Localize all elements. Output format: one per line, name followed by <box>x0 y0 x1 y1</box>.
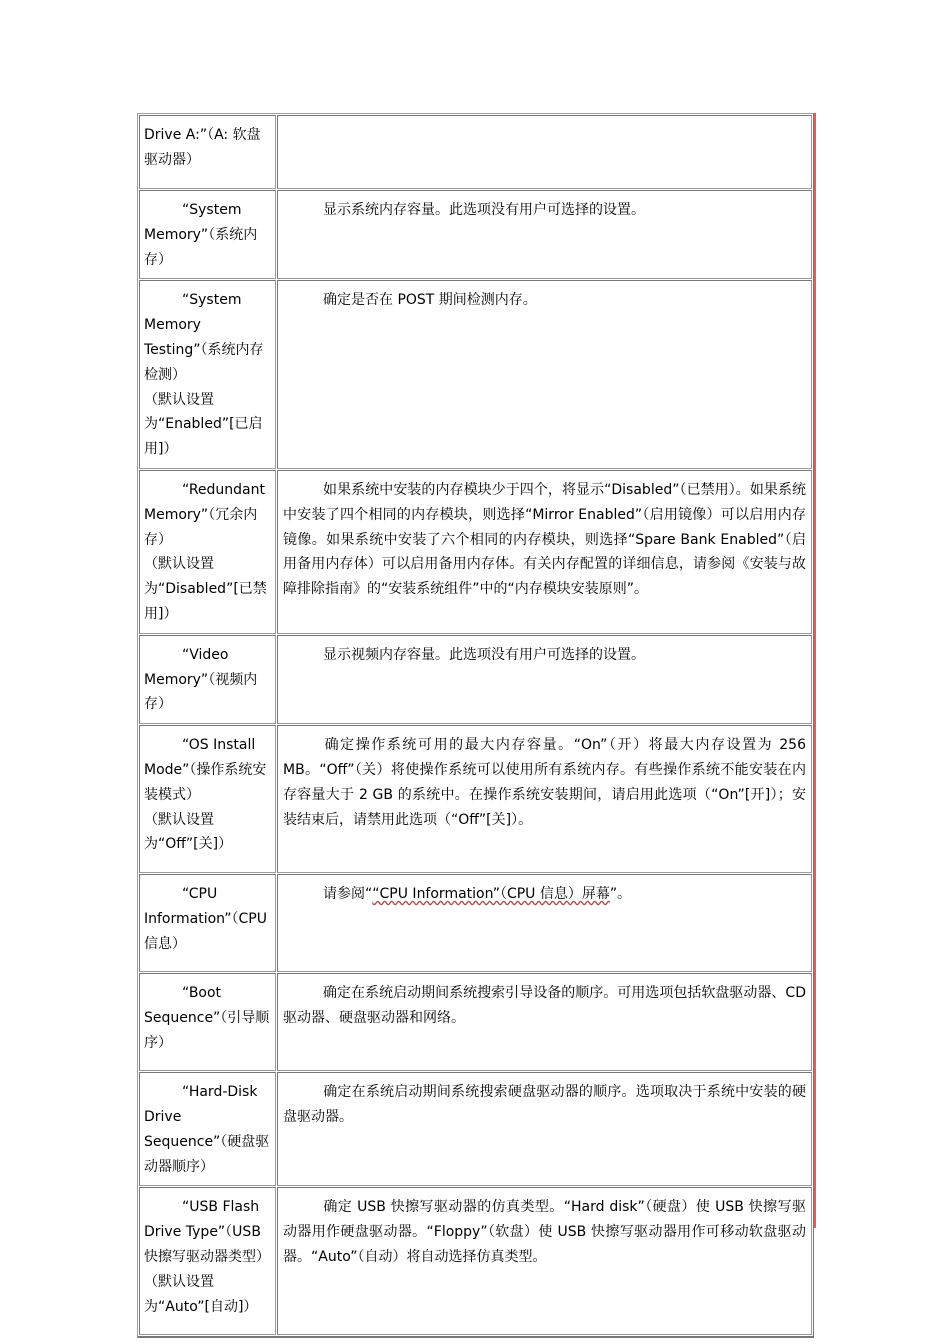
option-label <box>139 115 276 189</box>
table-row <box>139 635 812 724</box>
bios-options-table <box>137 113 814 1338</box>
label-text: Drive A:”（A: 软盘驱动器） <box>144 127 261 168</box>
option-description: 确定在系统启动期间系统搜索引导设备的顺序。可用选项包括软盘驱动器、CD 驱动器、硬盘驱动器和网络。 <box>277 973 812 1071</box>
table-row <box>139 470 812 634</box>
option-label <box>139 1187 276 1335</box>
option-label <box>139 190 276 279</box>
table-row <box>139 280 812 469</box>
label-text: “USB Flash Drive Type”（USB 快擦写驱动器类型） <box>144 1199 270 1265</box>
table-row <box>139 725 812 873</box>
label-text: “Hard-Disk Drive Sequence”（硬盘驱动器顺序） <box>144 1084 270 1175</box>
option-label <box>139 1072 276 1186</box>
option-label <box>139 470 276 634</box>
table-row <box>139 1187 812 1335</box>
option-description: 确定操作系统可用的最大内存容量。“On”（开）将最大内存设置为 256 MB。“Off”（关）将使操作系统可以使用所有系统内存。有些操作系统不能安装在内存容量大于 2 GB 的系统中。在操作系统安装期间，请启用此选项（“On”[开]）；安装结束后，请禁用此选项（“Off”[关]）。 <box>277 725 812 873</box>
option-label <box>139 874 276 972</box>
option-label <box>139 973 276 1071</box>
label-text: “System Memory Testing”（系统内存检测） <box>144 292 264 383</box>
label-text: “Boot Sequence”（引导顺序） <box>144 985 270 1051</box>
default-setting: （默认设置为“Auto”[自动]） <box>144 1273 258 1315</box>
table-row <box>139 115 812 189</box>
label-text: “Video Memory”（视频内存） <box>144 646 258 713</box>
option-description: 显示视频内存容量。此选项没有用户可选择的设置。 <box>277 635 812 724</box>
table-row <box>139 1072 812 1186</box>
option-description: 如果系统中安装的内存模块少于四个，将显示“Disabled”（已禁用）。如果系统中安装了四个相同的内存模块，则选择“Mirror Enabled”（启用镜像）可以启用内存镜像。如果系统中安装了六个相同的内存模块，则选择“Spare Bank Enabled”（启用备用内存体）可以启用备用内存体。有关内存配置的详细信息，请参阅《安装与故障排除指南》的“安装系统组件”中的“内存模块安装原则”。 <box>277 470 812 634</box>
option-label <box>139 635 276 724</box>
label-text: “System Memory”（系统内存） <box>144 202 258 268</box>
table-row <box>139 973 812 1071</box>
label-text: “Redundant Memory”（冗余内存） <box>144 481 265 548</box>
cpu-information-link[interactable]: “CPU Information”（CPU 信息）屏幕 <box>372 886 610 903</box>
default-setting: （默认设置为“Disabled”[已禁用]） <box>144 556 267 622</box>
option-description: 显示系统内存容量。此选项没有用户可选择的设置。 <box>277 190 812 279</box>
option-description <box>277 115 812 189</box>
option-description: 确定在系统启动期间系统搜索硬盘驱动器的顺序。选项取决于系统中安装的硬盘驱动器。 <box>277 1072 812 1186</box>
default-setting: （默认设置为“Enabled”[已启用]） <box>144 391 263 458</box>
option-label <box>139 280 276 469</box>
option-label <box>139 725 276 873</box>
label-text: “CPU Information”（CPU 信息） <box>144 886 267 952</box>
label-text: “OS Install Mode”（操作系统安装模式） <box>144 737 267 803</box>
table-row <box>139 190 812 279</box>
option-description: 确定是否在 POST 期间检测内存。 <box>277 280 812 469</box>
default-setting: （默认设置为“Off”[关]） <box>144 811 233 853</box>
option-description: 确定 USB 快擦写驱动器的仿真类型。“Hard disk”（硬盘）使 USB 快擦写驱动器用作硬盘驱动器。“Floppy”（软盘）使 USB 快擦写驱动器用作可移动软盘驱动器。“Auto”（自动）将自动选择仿真类型。 <box>277 1187 812 1335</box>
option-description: 请参阅““CPU Information”（CPU 信息）屏幕”。 <box>277 874 812 972</box>
table-row <box>139 874 812 972</box>
page-edge-marker <box>814 113 816 1228</box>
